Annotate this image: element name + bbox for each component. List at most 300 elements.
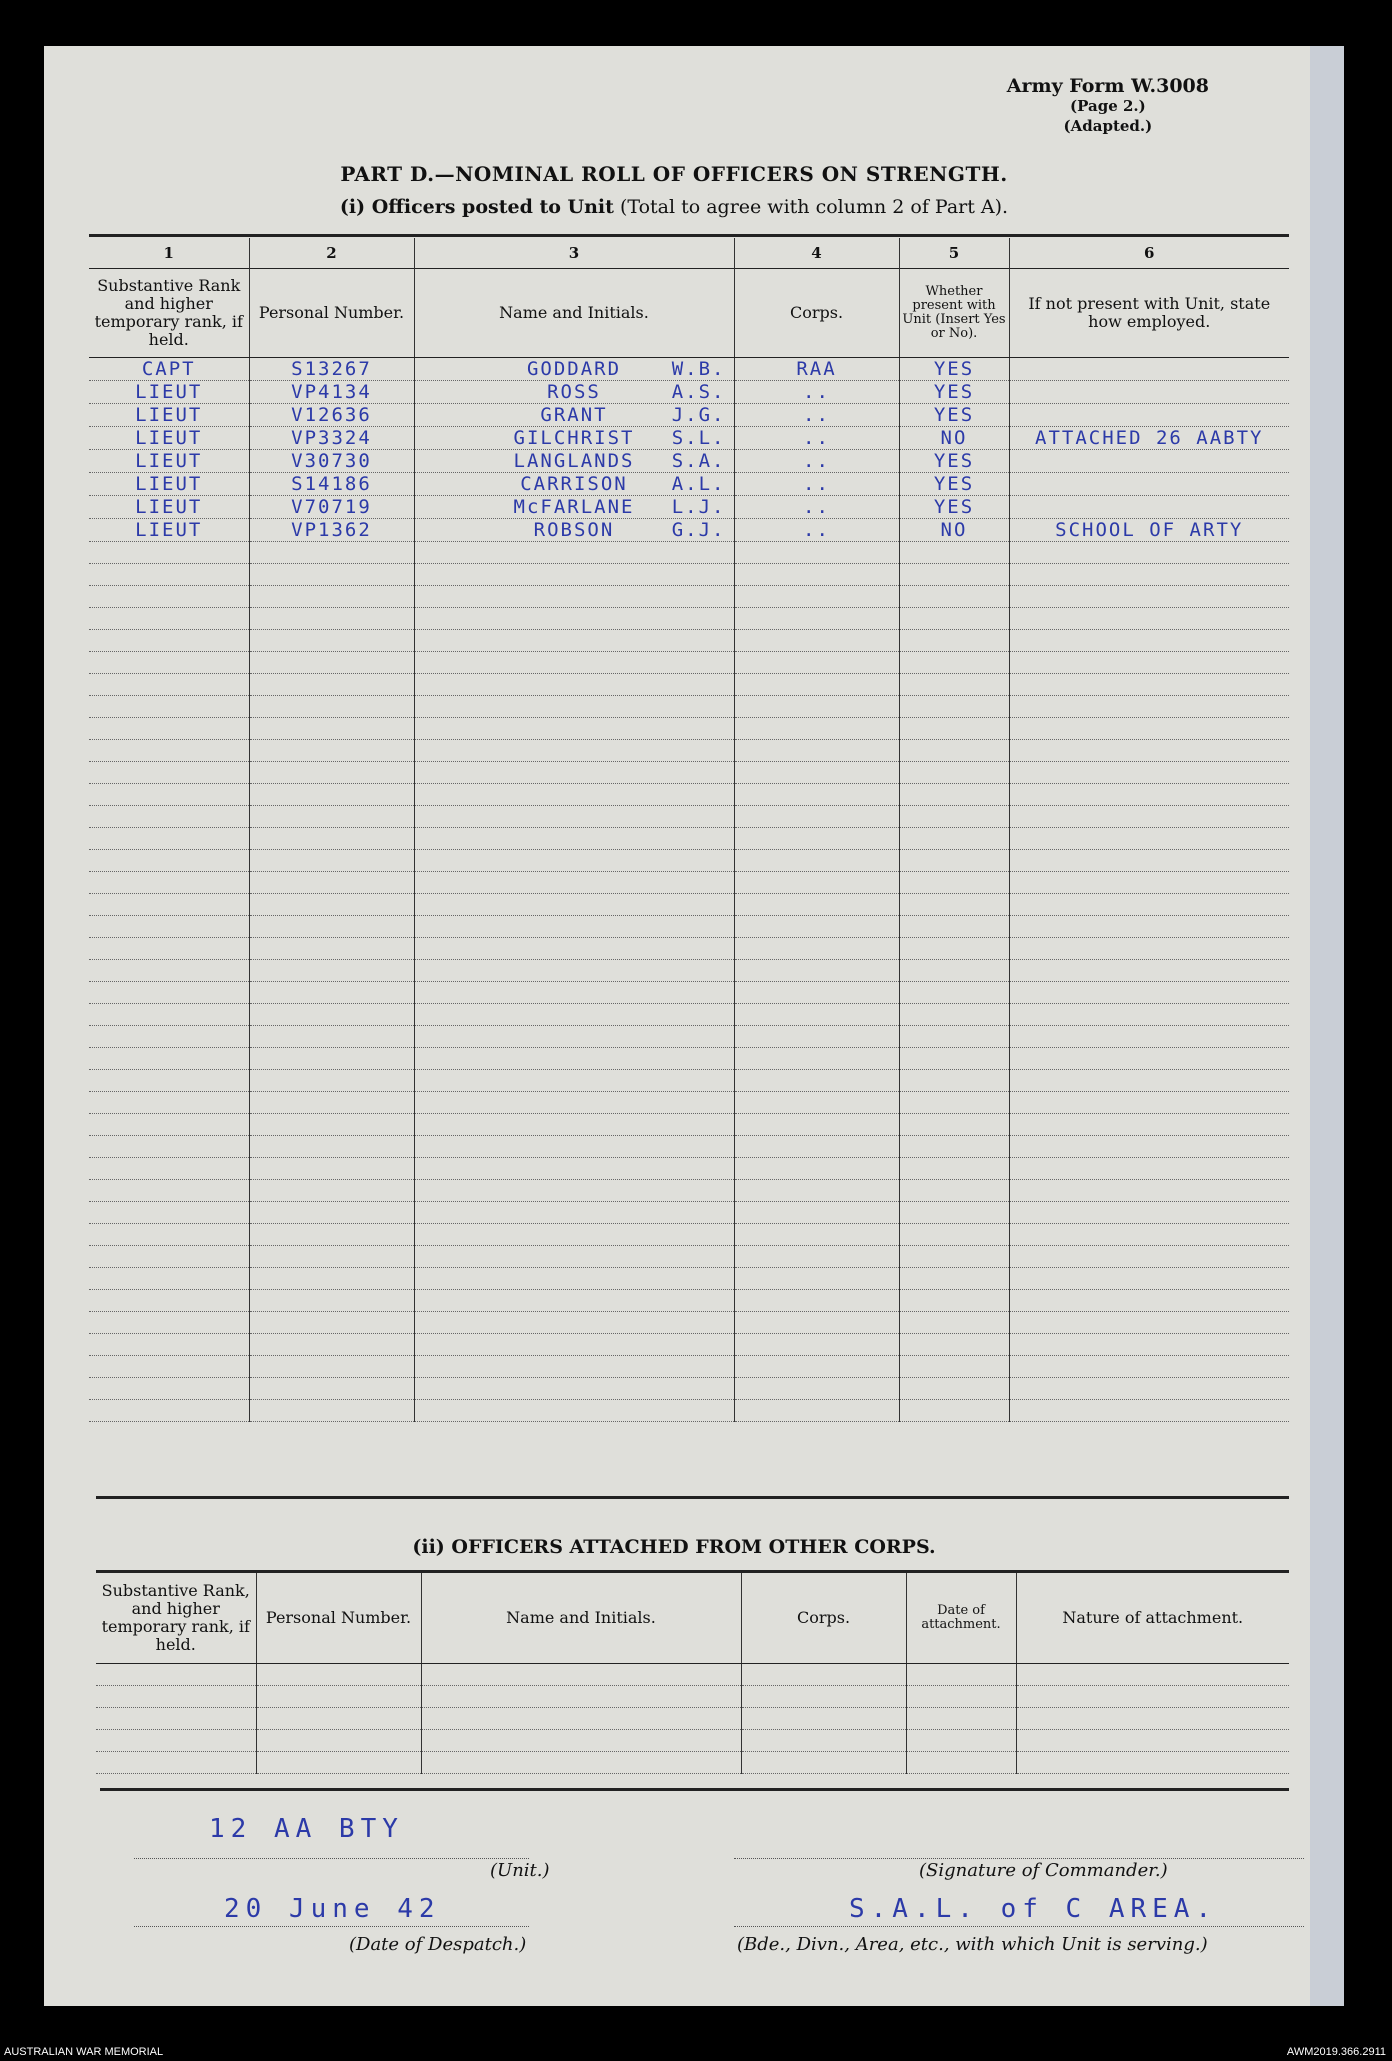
cell-name	[414, 762, 734, 784]
header-personal-number: Personal Number.	[249, 269, 414, 358]
cell-present	[899, 630, 1009, 652]
cell-employed	[1009, 806, 1289, 828]
cell-corps	[734, 1290, 899, 1312]
cell-present	[899, 718, 1009, 740]
cell-number	[249, 718, 414, 740]
officer-initials: S.A.	[671, 450, 726, 472]
section1-title	[44, 196, 1304, 218]
cell-rank	[89, 1290, 249, 1312]
cell-name	[414, 784, 734, 806]
cell-name	[414, 1312, 734, 1334]
cell-name	[414, 740, 734, 762]
cell-number	[249, 1202, 414, 1224]
cell-rank	[89, 542, 249, 564]
cell-present: NO	[899, 427, 1009, 450]
cell-employed	[1009, 1246, 1289, 1268]
cell-present: YES	[899, 381, 1009, 404]
cell-employed	[1009, 381, 1289, 404]
officer-name: LANGLANDS	[513, 450, 635, 472]
cell-employed	[1009, 473, 1289, 496]
cell-rank	[89, 1400, 249, 1422]
col-number-4: 4	[734, 238, 899, 269]
cell-number	[249, 1114, 414, 1136]
section2-header-row	[96, 1573, 1289, 1664]
cell-employed	[1009, 1378, 1289, 1400]
area-handwritten: S.A.L. of C AREA.	[849, 1894, 1218, 1924]
table-row	[89, 740, 1289, 762]
cell-present	[899, 916, 1009, 938]
officer-name: GILCHRIST	[513, 427, 635, 449]
cell-employed	[1009, 828, 1289, 850]
officers-attached-table	[96, 1573, 1289, 1774]
col-number-6: 6	[1009, 238, 1289, 269]
cell-name	[414, 1070, 734, 1092]
cell-corps	[734, 784, 899, 806]
cell-present	[899, 784, 1009, 806]
cell-rank: LIEUT	[89, 427, 249, 450]
cell-corps: RAA	[734, 358, 899, 381]
cell-rank	[89, 1092, 249, 1114]
cell-corps	[734, 1114, 899, 1136]
cell-employed	[1009, 1136, 1289, 1158]
cell-employed	[1009, 784, 1289, 806]
unit-line	[134, 1858, 529, 1859]
officer-initials: S.L.	[671, 427, 726, 449]
table-row	[89, 427, 1289, 450]
cell-name	[414, 608, 734, 630]
blank-cell	[741, 1708, 906, 1730]
cell-rank	[89, 850, 249, 872]
cell-corps: ..	[734, 450, 899, 473]
cell-rank: LIEUT	[89, 381, 249, 404]
cell-corps: ..	[734, 496, 899, 519]
table-row	[89, 473, 1289, 496]
cell-corps	[734, 894, 899, 916]
cell-rank	[89, 1026, 249, 1048]
cell-corps	[734, 1070, 899, 1092]
cell-name	[414, 1378, 734, 1400]
officer-initials: W.B.	[671, 358, 726, 380]
cell-number	[249, 828, 414, 850]
blank-cell	[256, 1708, 421, 1730]
cell-employed	[1009, 894, 1289, 916]
cell-number	[249, 894, 414, 916]
cell-rank	[89, 718, 249, 740]
cell-name	[414, 1048, 734, 1070]
table-row	[89, 1092, 1289, 1114]
cell-name	[414, 1202, 734, 1224]
cell-name	[414, 630, 734, 652]
cell-rank	[89, 1202, 249, 1224]
unit-handwritten: 12 AA BTY	[209, 1814, 404, 1844]
cell-rank	[89, 652, 249, 674]
cell-rank	[89, 916, 249, 938]
blank-cell	[1016, 1752, 1289, 1774]
blank-cell	[1016, 1730, 1289, 1752]
section1-bottom-rule	[96, 1496, 1289, 1499]
cell-rank	[89, 1136, 249, 1158]
cell-corps: ..	[734, 404, 899, 427]
form-adapted: (Adapted.)	[1063, 117, 1153, 135]
cell-number	[249, 1334, 414, 1356]
cell-number	[249, 1092, 414, 1114]
date-label: (Date of Despatch.)	[349, 1934, 527, 1955]
blank-cell	[906, 1686, 1016, 1708]
cell-present	[899, 1268, 1009, 1290]
cell-number: VP1362	[249, 519, 414, 542]
blank-cell	[421, 1730, 741, 1752]
cell-name	[414, 381, 734, 404]
cell-corps: ..	[734, 427, 899, 450]
blank-cell	[741, 1752, 906, 1774]
cell-corps	[734, 872, 899, 894]
cell-present: YES	[899, 450, 1009, 473]
cell-name	[414, 1026, 734, 1048]
header-name: Name and Initials.	[414, 269, 734, 358]
cell-rank	[89, 630, 249, 652]
cell-number	[249, 652, 414, 674]
cell-rank	[89, 1268, 249, 1290]
cell-rank	[89, 696, 249, 718]
officer-name: CARRISON	[520, 473, 628, 495]
cell-number	[249, 1356, 414, 1378]
section1-title-rest: (Total to agree with column 2 of Part A).	[619, 196, 1009, 218]
cell-employed	[1009, 938, 1289, 960]
cell-number	[249, 564, 414, 586]
cell-rank	[89, 982, 249, 1004]
cell-present	[899, 872, 1009, 894]
cell-employed	[1009, 1334, 1289, 1356]
cell-corps	[734, 674, 899, 696]
cell-number: S13267	[249, 358, 414, 381]
table-row	[89, 1224, 1289, 1246]
officer-initials: G.J.	[671, 519, 726, 541]
table-row	[89, 982, 1289, 1004]
form-title: PART D.—NOMINAL ROLL OF OFFICERS ON STRENGTH.	[340, 162, 1008, 186]
table-row	[89, 1136, 1289, 1158]
cell-name	[414, 806, 734, 828]
cell-corps	[734, 938, 899, 960]
col-number-5: 5	[899, 238, 1009, 269]
cell-name	[414, 828, 734, 850]
cell-present	[899, 586, 1009, 608]
cell-present	[899, 740, 1009, 762]
cell-present	[899, 696, 1009, 718]
cell-name	[414, 586, 734, 608]
cell-number	[249, 872, 414, 894]
blank-cell	[256, 1730, 421, 1752]
cell-number	[249, 1268, 414, 1290]
cell-employed	[1009, 586, 1289, 608]
col-number-2: 2	[249, 238, 414, 269]
cell-number	[249, 1070, 414, 1092]
cell-number: V12636	[249, 404, 414, 427]
table-row	[89, 542, 1289, 564]
cell-name	[414, 674, 734, 696]
cell-corps	[734, 1004, 899, 1026]
cell-corps	[734, 1048, 899, 1070]
cell-rank	[89, 872, 249, 894]
cell-rank	[89, 1180, 249, 1202]
blank-cell	[256, 1686, 421, 1708]
cell-employed	[1009, 1312, 1289, 1334]
cell-employed	[1009, 1290, 1289, 1312]
cell-name	[414, 1136, 734, 1158]
cell-corps	[734, 718, 899, 740]
cell-corps	[734, 1268, 899, 1290]
cell-employed	[1009, 674, 1289, 696]
cell-corps	[734, 740, 899, 762]
blank-cell	[96, 1664, 256, 1686]
cell-corps	[734, 586, 899, 608]
cell-present	[899, 982, 1009, 1004]
blank-cell	[741, 1686, 906, 1708]
cell-employed	[1009, 404, 1289, 427]
cell-employed	[1009, 1180, 1289, 1202]
cell-number	[249, 696, 414, 718]
s2-header-personal-number: Personal Number.	[256, 1573, 421, 1664]
cell-present	[899, 828, 1009, 850]
archive-reference: AWM2019.366.2911	[1286, 2046, 1386, 2058]
cell-employed	[1009, 1070, 1289, 1092]
cell-corps	[734, 1378, 899, 1400]
cell-employed	[1009, 564, 1289, 586]
cell-name	[414, 1158, 734, 1180]
cell-present	[899, 1158, 1009, 1180]
cell-name	[414, 1400, 734, 1422]
cell-employed	[1009, 542, 1289, 564]
cell-rank: LIEUT	[89, 404, 249, 427]
cell-name	[414, 1268, 734, 1290]
cell-employed	[1009, 872, 1289, 894]
cell-rank	[89, 828, 249, 850]
date-line	[134, 1926, 529, 1927]
cell-corps	[734, 1356, 899, 1378]
cell-number	[249, 1158, 414, 1180]
blank-cell	[96, 1752, 256, 1774]
blank-cell	[256, 1664, 421, 1686]
cell-present	[899, 1400, 1009, 1422]
cell-employed	[1009, 1026, 1289, 1048]
cell-corps	[734, 916, 899, 938]
cell-corps	[734, 1202, 899, 1224]
table-row	[89, 1026, 1289, 1048]
cell-corps	[734, 542, 899, 564]
cell-employed	[1009, 1268, 1289, 1290]
form-page-number: (Page 2.)	[1070, 97, 1146, 115]
cell-present	[899, 1378, 1009, 1400]
cell-employed	[1009, 850, 1289, 872]
table-row	[89, 586, 1289, 608]
cell-number	[249, 960, 414, 982]
officers-posted-table	[89, 238, 1289, 1422]
cell-corps	[734, 630, 899, 652]
cell-number	[249, 1224, 414, 1246]
table-row	[89, 1268, 1289, 1290]
blank-cell	[256, 1752, 421, 1774]
cell-name	[414, 894, 734, 916]
table-row	[89, 358, 1289, 381]
cell-corps	[734, 960, 899, 982]
cell-name	[414, 1356, 734, 1378]
blank-cell	[906, 1708, 1016, 1730]
cell-employed	[1009, 696, 1289, 718]
table-row	[96, 1686, 1289, 1708]
cell-employed	[1009, 982, 1289, 1004]
cell-rank	[89, 894, 249, 916]
cell-name	[414, 1246, 734, 1268]
table-row	[89, 1202, 1289, 1224]
cell-corps	[734, 1312, 899, 1334]
table-row	[89, 960, 1289, 982]
cell-rank	[89, 1004, 249, 1026]
cell-present	[899, 1092, 1009, 1114]
header-present: Whether present with Unit (Insert Yes or No).	[899, 269, 1009, 358]
table-row	[89, 1070, 1289, 1092]
table-row	[89, 916, 1289, 938]
s2-header-name: Name and Initials.	[421, 1573, 741, 1664]
form-id: Army Form W.3008	[1006, 75, 1209, 97]
cell-present: YES	[899, 404, 1009, 427]
cell-name	[414, 1004, 734, 1026]
blank-cell	[1016, 1686, 1289, 1708]
table-row	[89, 1246, 1289, 1268]
officer-initials: L.J.	[671, 496, 726, 518]
cell-rank	[89, 762, 249, 784]
cell-employed	[1009, 450, 1289, 473]
cell-employed	[1009, 1158, 1289, 1180]
cell-name	[414, 916, 734, 938]
table-row	[89, 674, 1289, 696]
table-row	[89, 1048, 1289, 1070]
table-row	[96, 1664, 1289, 1686]
table-row	[89, 381, 1289, 404]
cell-rank: LIEUT	[89, 496, 249, 519]
cell-number	[249, 762, 414, 784]
cell-employed	[1009, 740, 1289, 762]
officer-initials: A.L.	[671, 473, 726, 495]
blank-cell	[421, 1664, 741, 1686]
cell-name	[414, 427, 734, 450]
cell-number	[249, 1246, 414, 1268]
cell-present	[899, 1334, 1009, 1356]
cell-name	[414, 960, 734, 982]
cell-present	[899, 960, 1009, 982]
cell-number	[249, 1290, 414, 1312]
cell-number: VP4134	[249, 381, 414, 404]
cell-present: YES	[899, 473, 1009, 496]
blank-cell	[96, 1730, 256, 1752]
officer-name: GODDARD	[526, 358, 622, 380]
blank-cell	[906, 1752, 1016, 1774]
table-row	[89, 1378, 1289, 1400]
cell-name	[414, 1180, 734, 1202]
cell-rank	[89, 1334, 249, 1356]
cell-corps	[734, 1092, 899, 1114]
cell-name	[414, 850, 734, 872]
cell-present	[899, 1180, 1009, 1202]
cell-corps	[734, 1246, 899, 1268]
cell-name	[414, 938, 734, 960]
blank-cell	[741, 1664, 906, 1686]
cell-name	[414, 696, 734, 718]
cell-employed	[1009, 1400, 1289, 1422]
table-row	[89, 1356, 1289, 1378]
cell-corps	[734, 564, 899, 586]
blank-cell	[96, 1686, 256, 1708]
cell-number	[249, 1004, 414, 1026]
date-handwritten: 20 June 42	[224, 1894, 441, 1924]
cell-corps	[734, 1180, 899, 1202]
cell-name	[414, 404, 734, 427]
table-row	[89, 519, 1289, 542]
cell-corps	[734, 828, 899, 850]
cell-number	[249, 938, 414, 960]
table-row	[89, 1334, 1289, 1356]
cell-rank	[89, 1114, 249, 1136]
cell-employed	[1009, 1092, 1289, 1114]
cell-name	[414, 872, 734, 894]
cell-number	[249, 1180, 414, 1202]
cell-name	[414, 358, 734, 381]
cell-present	[899, 652, 1009, 674]
cell-number	[249, 630, 414, 652]
cell-present	[899, 806, 1009, 828]
cell-rank: LIEUT	[89, 450, 249, 473]
cell-present	[899, 1246, 1009, 1268]
cell-corps	[734, 608, 899, 630]
blank-cell	[906, 1730, 1016, 1752]
cell-number	[249, 784, 414, 806]
cell-corps	[734, 806, 899, 828]
s2-header-date: Date of attachment.	[906, 1573, 1016, 1664]
cell-corps: ..	[734, 519, 899, 542]
cell-employed	[1009, 1114, 1289, 1136]
cell-name	[414, 1290, 734, 1312]
cell-rank	[89, 1378, 249, 1400]
form-identifier	[1007, 76, 1209, 136]
cell-employed	[1009, 762, 1289, 784]
table-row	[89, 564, 1289, 586]
cell-rank	[89, 1158, 249, 1180]
cell-present	[899, 894, 1009, 916]
blank-cell	[1016, 1708, 1289, 1730]
cell-employed	[1009, 496, 1289, 519]
cell-employed	[1009, 1004, 1289, 1026]
cell-rank	[89, 938, 249, 960]
blank-cell	[421, 1708, 741, 1730]
cell-number	[249, 1136, 414, 1158]
officer-initials: J.G.	[671, 404, 726, 426]
cell-number: V30730	[249, 450, 414, 473]
table-row	[89, 608, 1289, 630]
unit-label: (Unit.)	[490, 1860, 550, 1881]
table-row	[96, 1730, 1289, 1752]
cell-number: V70719	[249, 496, 414, 519]
blank-cell	[1016, 1664, 1289, 1686]
cell-rank: CAPT	[89, 358, 249, 381]
officer-name: ROBSON	[533, 519, 615, 541]
officer-name: ROSS	[547, 381, 601, 403]
cell-name	[414, 1092, 734, 1114]
cell-rank	[89, 1070, 249, 1092]
cell-employed	[1009, 358, 1289, 381]
cell-number: S14186	[249, 473, 414, 496]
cell-rank	[89, 806, 249, 828]
cell-present	[899, 1114, 1009, 1136]
cell-name	[414, 1334, 734, 1356]
cell-corps	[734, 652, 899, 674]
